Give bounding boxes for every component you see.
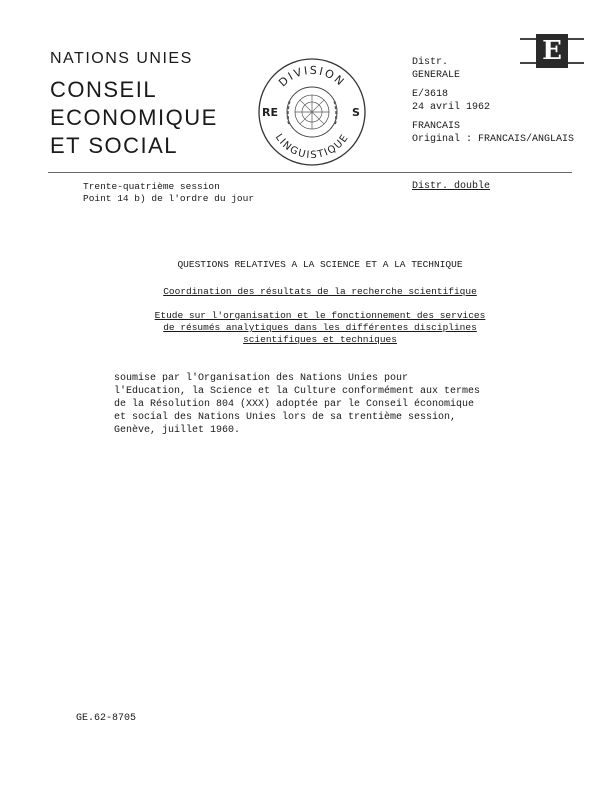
body-paragraph: soumise par l'Organisation des Nations Unies pour l'Education, la Science et la Culture conformément aux termes de la Résolution 804 (XXX) adoptée par le Conseil économique et social des Nations Unies lors de sa trentième session, Genève, juillet 1960. [114,373,481,436]
document-symbol: E/3618 [412,89,449,100]
council-name-line2: ECONOMIQUE [50,105,218,130]
header-divider [48,172,572,173]
linguistic-division-stamp [256,56,368,168]
study-title-line1: Etude sur l'organisation et le fonctionnement des services [154,310,486,321]
stamp-arc-top: DIVISION [276,63,348,90]
distribution-double: Distr. double [412,181,491,192]
session-info [83,181,254,205]
document-language: FRANCAIS [412,121,461,132]
main-title: QUESTIONS RELATIVES A LA SCIENCE ET A LA TECHNIQUE [177,259,463,270]
council-name-line3: ET SOCIAL [50,133,179,158]
document-titles [120,259,520,346]
study-title-line2: de résumés analytiques dans les différentes disciplines [163,322,477,333]
footer-code: GE.62-8705 [76,713,137,724]
un-emblem-icon [256,56,368,168]
document-date: 24 avril 1962 [412,102,491,113]
stamp-left-text: RE [262,106,278,119]
original-language: Original : FRANCAIS/ANGLAIS [412,134,575,145]
language-badge-letter: E [536,34,568,68]
session-line: Trente-quatrième session [83,181,220,192]
stamp-arc-bottom: LINGUISTIQUE [272,132,352,162]
sub-title: Coordination des résultats de la recherche scientifique [163,286,477,297]
agenda-item-line: Point 14 b) de l'ordre du jour [83,193,255,204]
organization-header [50,50,218,160]
study-title-line3: scientifiques et techniques [243,334,397,345]
distribution-block [412,56,574,146]
org-name: NATIONS UNIES [50,50,193,67]
distribution-label: Distr. [412,57,449,68]
stamp-right-text: S [352,106,360,119]
svg-text:DIVISION [276,64,348,90]
distribution-level: GENERALE [412,70,461,81]
council-name-line1: CONSEIL [50,77,158,102]
